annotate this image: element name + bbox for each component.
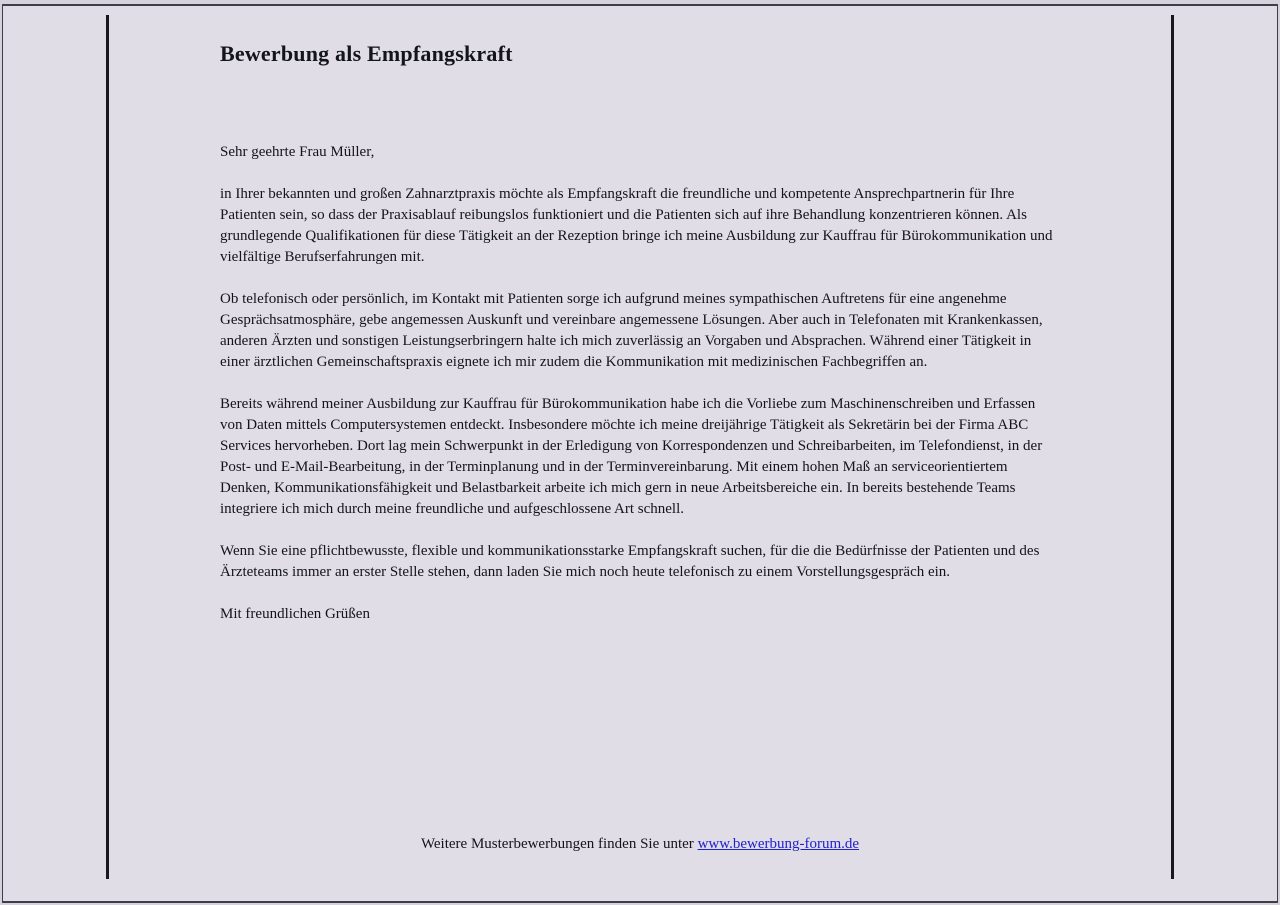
closing-line: Mit freundlichen Grüßen: [220, 606, 370, 622]
letter-paragraph: Ob telefonisch oder persönlich, im Kontakt mit Patienten sorge ich aufgrund meines sympathischen Auftretens für eine angenehme Gesprächsatmosphäre, gebe angemessen Auskunft und vereinbare angemessene Lösungen. Aber auch in Telefonaten mit Krankenkassen, anderen Ärzten und sonstigen Leistungserbringern halte ich mich zuverlässig an Vorgaben und Absprachen. Während einer Tätigkeit in einer ärztlichen Gemeinschaftspraxis eignete ich mir zudem die Kommunikation mit medizinischen Fachbegriffen an.: [220, 291, 1043, 370]
left-vertical-rule: [106, 15, 109, 879]
letter-paragraph: Wenn Sie eine pflichtbewusste, flexible und kommunikationsstarke Empfangskraft suchen, für die die Bedürfnisse der Patienten und des Ärzteteams immer an erster Stelle stehen, dann laden Sie mich noch heute telefonisch zu einem Vorstellungsgespräch ein.: [220, 543, 1040, 580]
footer-link[interactable]: www.bewerbung-forum.de: [697, 836, 860, 852]
footer: [0, 834, 1280, 855]
letter-body: [220, 40, 1056, 625]
footer-text: Weitere Musterbewerbungen finden Sie unter: [420, 836, 698, 852]
salutation: Sehr geehrte Frau Müller,: [220, 144, 375, 160]
letter-paragraph: in Ihrer bekannten und großen Zahnarztpraxis möchte als Empfangskraft die freundliche und kompetente Ansprechpartnerin für Ihre Patienten sein, so dass der Praxisablauf reibungslos funktioniert und die Patienten sich auf ihre Behandlung konzentrieren können. Als grundlegende Qualifikationen für diese Tätigkeit an der Rezeption bringe ich meine Ausbildung zur Kauffrau für Bürokommunikation und vielfältige Berufserfahrungen mit.: [220, 186, 1053, 265]
letter-paragraph: Bereits während meiner Ausbildung zur Kauffrau für Bürokommunikation habe ich die Vorliebe zum Maschinenschreiben und Erfassen von Daten mittels Computersystemen entdeckt. Insbesondere möchte ich meine dreijährige Tätigkeit als Sekretärin bei der Firma ABC Services hervorheben. Dort lag mein Schwerpunkt in der Erledigung von Korrespondenzen und Schreibarbeiten, im Telefondienst, in der Post- und E-Mail-Bearbeitung, in der Terminplanung und in der Terminvereinbarung. Mit einem hohen Maß an serviceorientiertem Denken, Kommunikationsfähigkeit und Belastbarkeit arbeite ich mich gern in neue Arbeitsbereiche ein. In bereits bestehende Teams integriere ich mich durch meine freundliche und aufgeschlossene Art schnell.: [220, 396, 1043, 517]
right-vertical-rule: [1171, 15, 1174, 879]
letter-title: Bewerbung als Empfangskraft: [220, 41, 513, 66]
